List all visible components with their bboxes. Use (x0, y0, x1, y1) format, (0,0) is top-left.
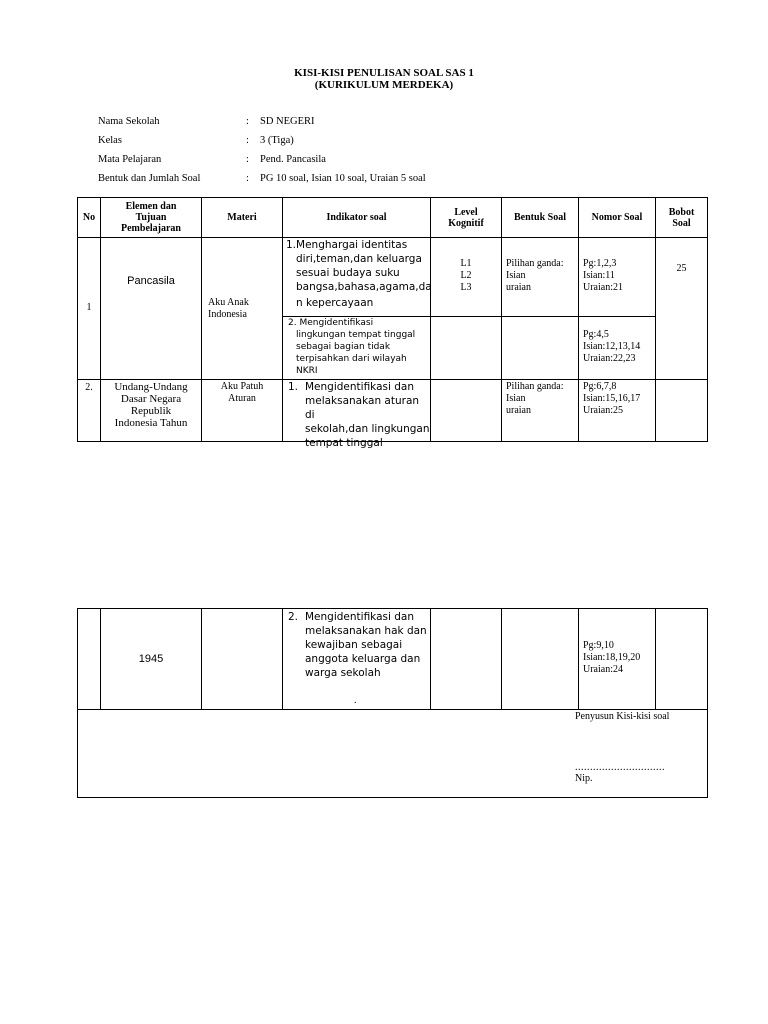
bobot-text: 25 (676, 263, 687, 274)
info-colon: : (246, 154, 249, 165)
indikator-text: Mengidentifikasi dan melaksanakan aturan di sekolah,dan lingkungan tempat tinggal (305, 381, 430, 449)
info-value: PG 10 soal, Isian 10 soal, Uraian 5 soal (260, 173, 426, 184)
materi-text: Aku Patuh Aturan (220, 381, 264, 404)
cell-materi (202, 238, 283, 380)
header-materi: Materi (202, 198, 283, 238)
cell-nomor (579, 380, 656, 442)
cell-bentuk (502, 380, 579, 442)
cell-bentuk (502, 317, 579, 380)
bentuk-text: Pilihan ganda: Isian uraian (506, 258, 564, 293)
info-label: Mata Pelajaran (98, 154, 162, 165)
signature-nip: Nip. (575, 773, 593, 784)
cell-indikator (283, 317, 431, 380)
cell-bentuk (502, 238, 579, 317)
doc-title: KISI-KISI PENULISAN SOAL SAS 1 (294, 67, 474, 79)
elemen-text: 1945 (138, 653, 164, 665)
signature-cell (78, 710, 708, 798)
cell-indikator (283, 238, 431, 317)
cell-elemen (101, 380, 202, 442)
cell-level (431, 317, 502, 380)
elemen-text: Undang-Undang Dasar Negara Republik Indonesia Tahun (114, 381, 188, 429)
signature-row (78, 710, 708, 798)
cell-level (431, 380, 502, 442)
level-text: L1 L2 L3 (460, 258, 472, 293)
elemen-text: Pancasila (127, 275, 175, 287)
cell-materi (202, 380, 283, 442)
cell-nomor (579, 609, 656, 710)
indikator-text: 1.Menghargai identitas diri,teman,dan keluarga sesuai budaya suku bangsa,bahasa,agama,da n kepercayaan (286, 239, 432, 309)
cell-bentuk (502, 609, 579, 710)
cell-level (431, 238, 502, 317)
header-elemen: Elemen dan Tujuan Pembelajaran (101, 198, 202, 238)
cell-elemen (101, 238, 202, 380)
info-colon: : (246, 135, 249, 146)
bentuk-text: Pilihan ganda: Isian uraian (506, 381, 564, 416)
cell-elemen (101, 609, 202, 710)
indikator-number: 1. (288, 381, 299, 393)
info-value: SD NEGERI (260, 116, 315, 127)
info-label: Bentuk dan Jumlah Soal (98, 173, 201, 184)
cell-indikator (283, 609, 431, 710)
cell-no (78, 380, 101, 442)
cell-bobot (656, 238, 708, 380)
doc-subtitle: (KURIKULUM MERDEKA) (314, 79, 454, 91)
info-value: Pend. Pancasila (260, 154, 326, 165)
cell-bobot (656, 380, 708, 442)
cell-indikator (283, 380, 431, 449)
table-row (78, 609, 708, 710)
kisi-kisi-table-continued (77, 608, 708, 798)
cell-no (78, 609, 101, 710)
cell-materi (202, 609, 283, 710)
cell-level (431, 609, 502, 710)
header-bentuk: Bentuk Soal (502, 198, 579, 238)
indikator-text: 2. Mengidentifikasi lingkungan tempat tinggal sebagai bagian tidak terpisahkan dari wilayah NKRI (288, 318, 416, 376)
nomor-text: Pg:6,7,8 Isian:15,16,17 Uraian:25 (583, 381, 641, 416)
indikator-text: Mengidentifikasi dan melaksanakan hak dan kewajiban sebagai anggota keluarga dan warga sekolah (305, 611, 427, 679)
nomor-text: Pg:9,10 Isian:18,19,20 Uraian:24 (583, 640, 641, 675)
cell-no (78, 238, 101, 380)
header-bobot: Bobot Soal (656, 198, 708, 238)
info-label: Nama Sekolah (98, 116, 160, 127)
info-colon: : (246, 116, 249, 127)
cell-bobot (656, 609, 708, 710)
row-number: 2. (85, 382, 93, 393)
kisi-kisi-table (77, 197, 708, 449)
table-row (78, 380, 708, 442)
signature-line: .............................. (575, 762, 665, 773)
stray-dot: . (354, 695, 357, 706)
indikator-number: 2. (288, 611, 299, 623)
header-indikator: Indikator soal (283, 198, 431, 238)
nomor-text: Pg:1,2,3 Isian:11 Uraian:21 (583, 258, 623, 293)
cell-nomor (579, 238, 656, 317)
info-colon: : (246, 173, 249, 184)
signature-label: Penyusun Kisi-kisi soal (575, 711, 670, 722)
table-header-row (78, 198, 708, 238)
materi-text: Aku Anak Indonesia (208, 297, 249, 320)
header-level: Level Kognitif (431, 198, 502, 238)
info-value: 3 (Tiga) (260, 135, 294, 146)
header-no: No (78, 198, 101, 238)
row-number: 1 (86, 302, 92, 313)
nomor-text: Pg:4,5 Isian:12,13,14 Uraian:22,23 (583, 329, 641, 364)
table-row (78, 238, 708, 317)
header-nomor: Nomor Soal (579, 198, 656, 238)
info-label: Kelas (98, 135, 122, 146)
cell-nomor (579, 317, 656, 380)
